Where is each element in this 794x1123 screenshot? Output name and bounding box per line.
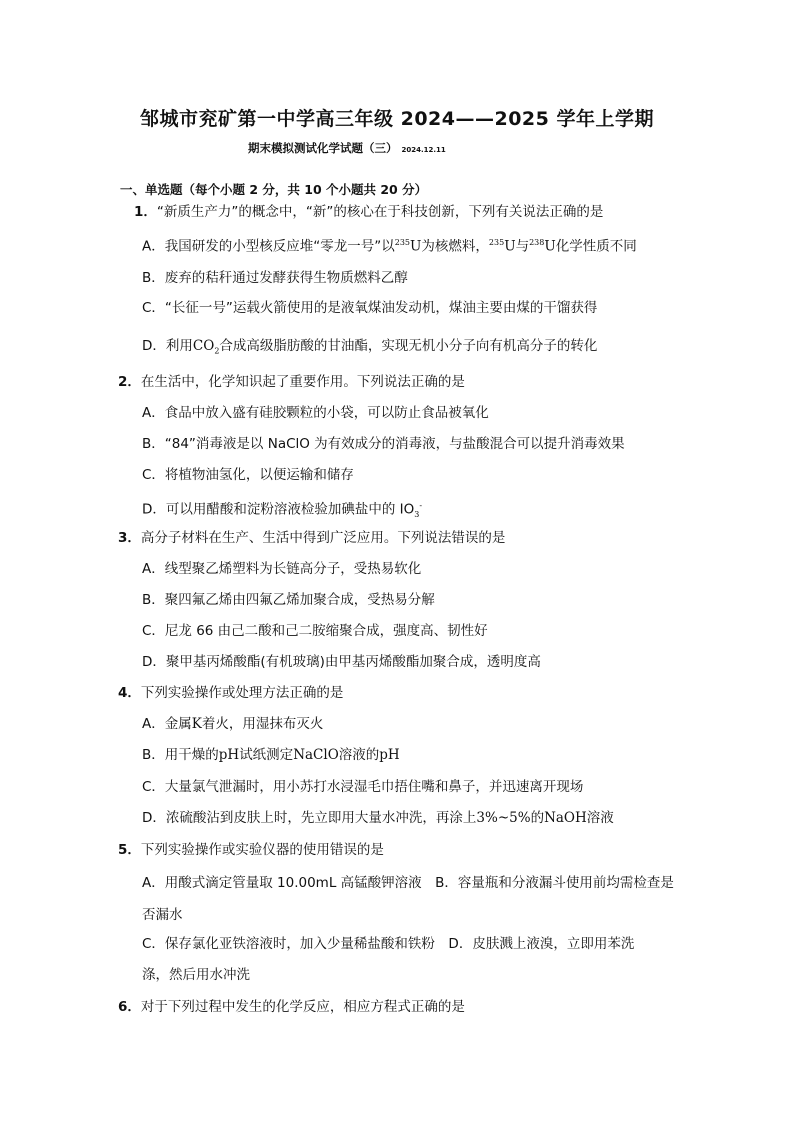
question-stem: 在生活中，化学知识起了重要作用。下列说法正确的是 bbox=[140, 374, 465, 390]
formula: pH bbox=[379, 747, 400, 763]
question-5 bbox=[118, 840, 384, 860]
formula: 3%~5% bbox=[476, 810, 531, 826]
formula: CO bbox=[192, 338, 215, 354]
q2-option-b: B．“84”消毒液是以 NaClO 为有效成分的消毒液，与盐酸混合可以提升消毒效果 bbox=[142, 436, 625, 452]
option-text: 合成高级脂肪酸的甘油酯，实现无机小分子向有机高分子的转化 bbox=[219, 338, 598, 354]
q4-option-c: C．大量氯气泄漏时，用小苏打水浸湿毛巾捂住嘴和鼻子，并迅速离开现场 bbox=[142, 779, 584, 795]
question-4 bbox=[118, 683, 343, 703]
question-2 bbox=[118, 372, 465, 392]
q5-options-ab: A．用酸式滴定管量取 10.00mL 高锰酸钾溶液 B．容量瓶和分液漏斗使用前均需检查是 bbox=[142, 875, 674, 891]
element-symbol: K bbox=[191, 716, 202, 732]
option-text: A．我国研发的小型核反应堆“零龙一号”以 bbox=[142, 238, 395, 255]
option-text: A．金属 bbox=[142, 716, 192, 732]
question-stem: 高分子材料在生产、生活中得到广泛应用。下列说法错误的是 bbox=[140, 530, 506, 546]
option-text: 与 bbox=[515, 238, 530, 255]
q4-option-d bbox=[142, 808, 614, 828]
option-text: D．可以用醋酸和淀粉溶液检验加碘盐中的 IO bbox=[142, 501, 415, 518]
option-text: 的 bbox=[530, 810, 545, 826]
page-subtitle bbox=[248, 140, 446, 156]
q1-option-b: B．废弃的秸秆通过发酵获得生物质燃料乙醇 bbox=[142, 270, 408, 286]
option-text: 化学性质不同 bbox=[555, 238, 637, 255]
q3-option-c: C．尼龙 66 由己二酸和己二胺缩聚合成，强度高、韧性好 bbox=[142, 623, 488, 639]
isotope-mass: 235 bbox=[394, 238, 411, 247]
subscript: 2 bbox=[214, 346, 220, 356]
page-title: 邹城市兖矿第一中学高三年级 2024——2025 学年上学期 bbox=[140, 108, 654, 130]
q4-option-b bbox=[142, 745, 400, 765]
option-text: 为核燃料， bbox=[421, 238, 489, 255]
subscript: 3 bbox=[414, 510, 420, 520]
option-text: 试纸测定 bbox=[239, 747, 294, 763]
q2-option-d bbox=[142, 496, 422, 525]
element-symbol: U bbox=[504, 238, 516, 255]
option-text: D．浓硫酸沾到皮肤上时，先立即用大量水冲洗，再涂上 bbox=[142, 810, 477, 826]
option-text: D．利用 bbox=[142, 338, 193, 354]
question-number: 5． bbox=[118, 842, 141, 858]
option-text: B．用干燥的 bbox=[142, 747, 219, 763]
question-3 bbox=[118, 528, 505, 548]
question-number: 4． bbox=[118, 685, 141, 701]
question-number: 3． bbox=[118, 530, 141, 546]
isotope-mass: 238 bbox=[529, 238, 545, 247]
formula: pH bbox=[218, 747, 240, 763]
q2-option-a: A．食品中放入盛有硅胶颗粒的小袋，可以防止食品被氧化 bbox=[142, 405, 489, 421]
element-symbol: U bbox=[410, 238, 422, 255]
subtitle-text: 期末模拟测试化学试题（三） bbox=[248, 141, 398, 155]
q2-option-c: C．将植物油氢化，以便运输和储存 bbox=[142, 467, 354, 483]
question-stem: 下列实验操作或处理方法正确的是 bbox=[140, 685, 344, 701]
q5-options-cd: C．保存氯化亚铁溶液时，加入少量稀盐酸和铁粉 D．皮肤溅上液溴，立即用苯洗 bbox=[142, 936, 635, 952]
q1-option-c: C．“长征一号”运载火箭使用的是液氧煤油发动机，煤油主要由煤的干馏获得 bbox=[142, 300, 598, 316]
q3-option-a: A．线型聚乙烯塑料为长链高分子，受热易软化 bbox=[142, 561, 422, 577]
superscript: - bbox=[419, 501, 423, 510]
q1-option-a bbox=[142, 233, 637, 257]
q1-option-d bbox=[142, 336, 597, 362]
option-text: 溶液 bbox=[586, 810, 614, 826]
q5-options-cd-cont: 涤，然后用水冲洗 bbox=[142, 967, 250, 983]
q3-option-d: D．聚甲基丙烯酸酯(有机玻璃)由甲基丙烯酸酯加聚合成，透明度高 bbox=[142, 654, 541, 670]
q5-options-ab-cont: 否漏水 bbox=[142, 907, 183, 923]
isotope-mass: 235 bbox=[488, 238, 505, 247]
question-stem: 对于下列过程中发生的化学反应，相应方程式正确的是 bbox=[140, 999, 465, 1015]
q3-option-b: B．聚四氟乙烯由四氟乙烯加聚合成，受热易分解 bbox=[142, 592, 435, 608]
question-number: 1． bbox=[134, 204, 157, 220]
question-6 bbox=[118, 997, 465, 1017]
question-number: 6． bbox=[118, 999, 141, 1015]
question-stem: “新质生产力”的概念中，“新”的核心在于科技创新，下列有关说法正确的是 bbox=[156, 204, 604, 220]
question-number: 2． bbox=[118, 374, 141, 390]
option-text: 着火，用湿抹布灭火 bbox=[201, 716, 324, 732]
exam-date: 2024.12.11 bbox=[401, 146, 446, 154]
formula: NaClO bbox=[293, 747, 339, 763]
question-1 bbox=[134, 202, 603, 222]
option-text: 溶液的 bbox=[338, 747, 380, 763]
formula: NaOH bbox=[544, 810, 587, 826]
section-heading: 一、单选题（每个小题 2 分，共 10 个小题共 20 分） bbox=[120, 182, 428, 197]
element-symbol: U bbox=[544, 238, 556, 255]
question-stem: 下列实验操作或实验仪器的使用错误的是 bbox=[140, 842, 384, 858]
q4-option-a bbox=[142, 714, 323, 734]
